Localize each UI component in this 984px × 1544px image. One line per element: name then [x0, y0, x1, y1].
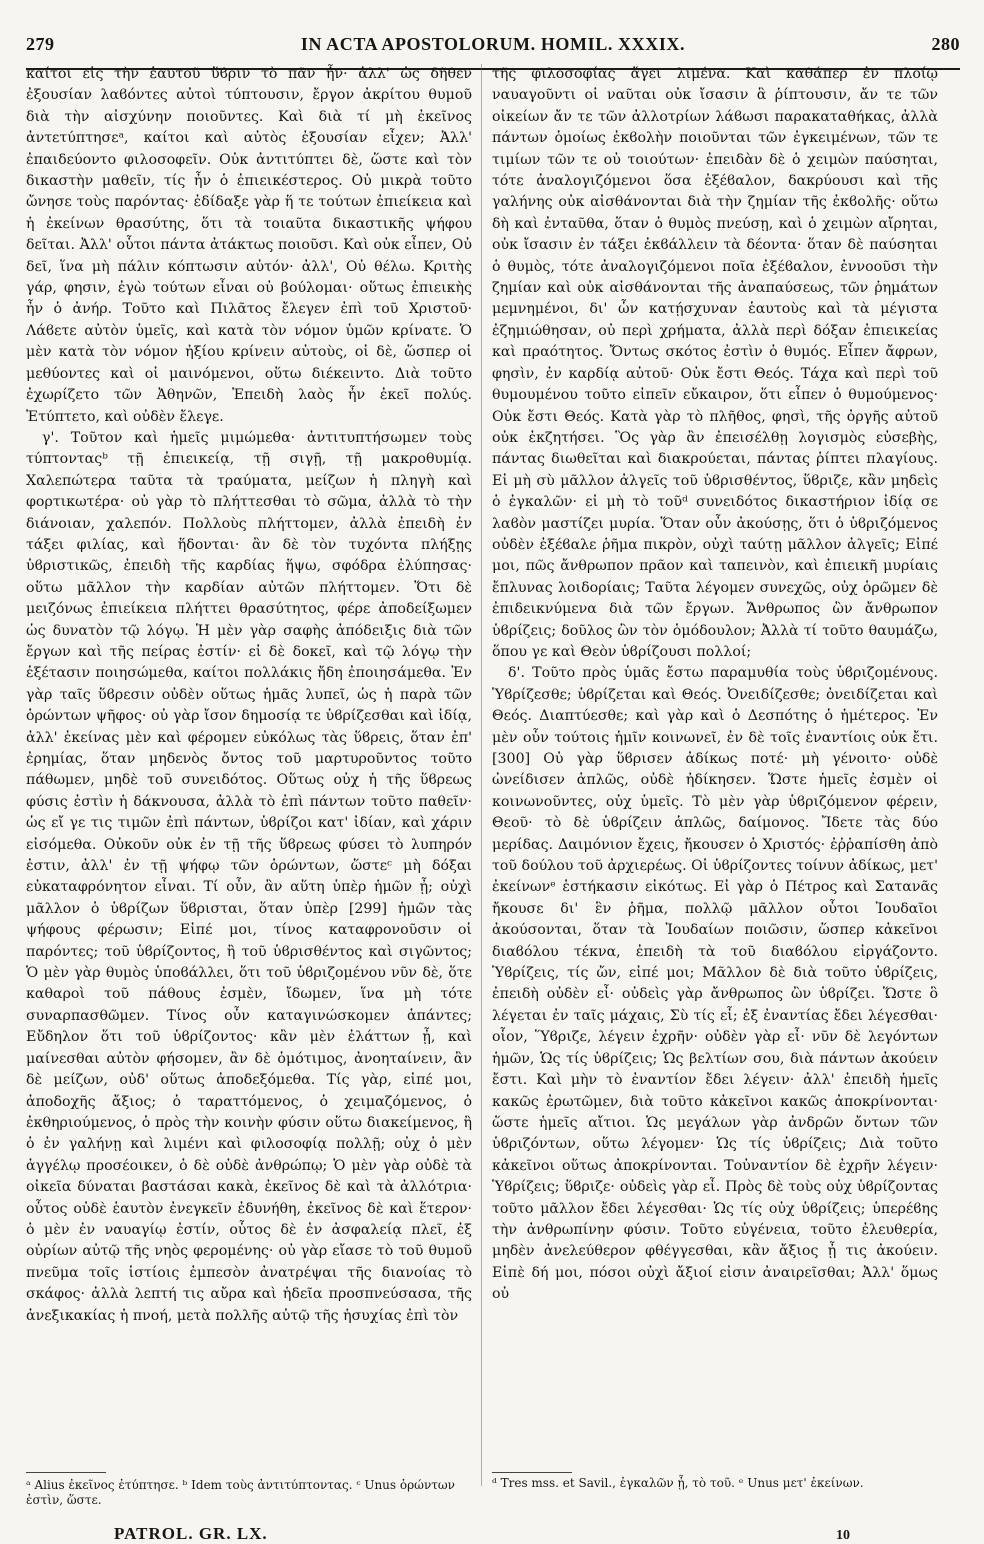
running-header	[26, 34, 960, 60]
left-paragraph-1: καίτοι εἰς τὴν ἑαυτοῦ ὕϐριν τὸ πᾶν ἦν· ἀλλ' ὡς δῆθεν ἐξουσίαν λαϐόντες αὐτοὶ τύπτουσιν, ἔργον ἀκρίτου θυμοῦ διὰ τὴν αἰσχύνην ποιοῦντες. Καὶ διὰ τί μὴ ἐκεῖνος ἀντετύπτησεᵃ, καίτοι καὶ αὐτὸς ἐξουσίαν εἶχεν; Ἀλλ' ἐπαιδεύοντο φιλοσοφεῖν. Οὐκ ἀντιτύπτει δὲ, ὥστε καὶ τὸν δικαστὴν μαθεῖν, τίς ἦν ὁ ἐπιεικέστερος. Οὐ μικρὰ τοῦτο ὤνησε τοὺς παρόντας· ἐδίδαξε γὰρ ἥ τε τούτων ἐπιείκεια καὶ ἡ ἐκείνων θρασύτης, ὅτι τὰ τοιαῦτα δικαστικῆς ψήφου δεῖται. Ἀλλ' οὗτοι πάντα ἀτάκτως ποιοῦσι. Καὶ οὐκ εἶπεν, Οὐ δεῖ, ἵνα μὴ πάλιν κόπτωσιν αὐτόν· ἀλλ', Οὐ θέλω. Κριτὴς γάρ, φησιν, ἐγὼ τούτων εἶναι οὐ βούλομαι· οὕτως ἐπιεικὴς ἦν ὁ ἀνήρ. Τοῦτο καὶ Πιλᾶτος ἔλεγεν ἐπὶ τοῦ Χριστοῦ· Λάϐετε αὐτὸν ὑμεῖς, καὶ κατὰ τὸν νόμον ὑμῶν κρίνατε. Ὁ μὲν κατὰ τὸν νόμον ἠξίου κρίνειν αὐτοὺς, οἱ δὲ, ὥσπερ οἱ μεθύοντες καὶ οἱ μαινόμενοι, οὕτω διέκειντο. Διὰ τοῦτο ἐχωρίζετο τῶν Ἀθηνῶν, Ἐπειδὴ λαὸς ἦν ἐκεῖ πολύς. Ἐτύπτετο, καὶ οὐδὲν ἔλεγε.	[26, 66, 472, 425]
right-paragraph-2: δ'. Τοῦτο πρὸς ὑμᾶς ἔστω παραμυθία τοὺς ὑϐριζομένους. Ὑϐρίζεσθε; ὑϐρίζεται καὶ Θεός. Ὀνειδίζεσθε; ὀνειδίζεται καὶ Θεός. Διαπτύεσθε; καὶ γὰρ καὶ ὁ Δεσπότης ὁ ἡμέτερος. Ἐν μὲν οὖν τούτοις ἡμῖν κοινωνεῖ, ἐν δὲ τοῖς ἐναντίοις οὐκ ἔτι. [300] Οὐ γὰρ ὕϐρισεν ἀδίκως ποτέ· μὴ γένοιτο· οὐδὲ ὠνείδισεν ἁπλῶς, οὐδὲ ἠδίκησεν. Ὥστε ἡμεῖς ἐσμὲν οἱ κοινωνοῦντες, οὐχ ὑμεῖς. Τὸ μὲν γὰρ ὑϐριζόμενον φέρειν, Θεοῦ· τὸ δὲ ὑϐρίζειν ἁπλῶς, δαίμονος. Ἴδετε τὰς δύο μερίδας. Δαιμόνιον ἔχεις, ἤκουσεν ὁ Χριστός· ἐῤῥαπίσθη ἀπὸ τοῦ δούλου τοῦ ἀρχιερέως. Οἱ ὑϐρίζοντες τοίνυν ἀδίκως, μετ' ἐκείνωνᵉ ἑστήκασιν εἰκότως. Εἰ γὰρ ὁ Πέτρος καὶ Σατανᾶς ἤκουσε δι' ἓν ῥῆμα, πολλῷ μᾶλλον οὗτοι Ἰουδαῖοι ἀκούσονται, ὅταν τὰ Ἰουδαίων ποιῶσιν, ὥσπερ κἀκεῖνοι διαϐόλου τέκνα, ἐπειδὴ τὰ τοῦ διαϐόλου εἰργάζοντο. Ὑϐρίζεις, τίς ὤν, εἰπέ μοι; Μᾶλλον δὲ διὰ τοῦτο ὑϐρίζεις, ἐπειδὴ οὐδὲν εἶ· οὐδεὶς γὰρ ἄνθρωπος ὢν ὑϐρίζει. Ὥστε ὃ λέγεται ἐν ταῖς μάχαις, Σὺ τίς εἶ; ἐξ ἐναντίας ἔδει λέγεσθαι· οἷον, Ὕϐριζε, λέγειν ἐχρῆν· οὐδὲν γὰρ εἶ· νῦν δὲ λεγόντων ἡμῶν, Ὡς τίς ὑϐρίζεις; Ὡς βελτίων σου, διὰ πάντων ἀκούειν ἔστι. Καὶ μὴν τὸ ἐναντίον ἔδει λέγειν· ἀλλ' ἐπειδὴ ἡμεῖς κακῶς ἐρωτῶμεν, διὰ τοῦτο κἀκεῖνοι κακῶς ἀποκρίνονται· ὥστε ἡμεῖς αἴτιοι. Ὡς μεγάλων γὰρ ἀνδρῶν ὄντων τῶν ὑϐριζόντων, οὕτω λέγομεν· Ὡς τίς ὑϐρίζεις; Διὰ τοῦτο κἀκεῖνοι οὕτως ἀποκρίνονται. Τοὐναντίον δὲ ἐχρῆν λέγειν· Ὑϐρίζεις; ὕϐριζε· οὐδεὶς γὰρ εἶ. Πρὸς δὲ τοὺς οὐχ ὑϐρίζοντας τοῦτο μᾶλλον ἔδει λέγεσθαι· Ὡς τίς οὐχ ὑϐρίζεις; ὑπερέϐης τὴν ἀνθρωπίνην φύσιν. Τοῦτο εὐγένεια, τοῦτο ἐλευθερία, μηδὲν ἀνελεύθερον φθέγγεσθαι, κἂν ἄξιος ᾖ τις ἀκούειν. Εἰπὲ δή μοι, πόσοι οὐχὶ ἄξιοί εἰσιν ἀναιρεῖσθαι; Ἀλλ' ὅμως οὐ	[492, 665, 938, 1303]
signature-number: 10	[836, 1528, 850, 1543]
footnotes-left: ᵃ Alius ἐκεῖνος ἐτύπτησε. ᵇ Idem τοὺς ἀντιτύπτοντας. ᶜ Unus ὁρώντων ἐστὶν, ὥστε.	[26, 1478, 455, 1507]
running-title: IN ACTA APOSTOLORUM. HOMIL. XXXIX.	[300, 34, 686, 54]
page-number-right: 280	[931, 34, 960, 54]
page-number-left: 279	[26, 34, 55, 54]
column-separator	[481, 64, 482, 1486]
signature-mark: PATROL. GR. LX.	[114, 1524, 268, 1543]
footnote-rule-left	[26, 1472, 106, 1473]
footnote-rule-right	[492, 1472, 572, 1473]
right-column	[492, 64, 938, 1306]
left-column	[26, 64, 472, 1327]
right-paragraph-1: τῆς φιλοσοφίας ἄγει λιμένα. Καὶ καθάπερ ἐν πλοίῳ ναυαγοῦντι οἱ ναῦται οὐκ ἴσασιν ἃ ῥίπτουσιν, ἄν τε τῶν οἰκείων ἄν τε τῶν ἀλλοτρίων λάϐωσι παρακαταθήκας, ἀλλὰ πάντων ὁμοίως ἐκϐολὴν ποιοῦνται τῶν ἐγκειμένων, τῶν τε τιμίων τῶν τε οὐ τοιούτων· ἐπειδὰν δὲ ὁ χειμὼν παύσηται, τότε ἀναλογιζόμενοι ὅσα ἐξέϐαλον, δακρύουσι καὶ τῆς γαλήνης οὐκ αἰσθάνονται διὰ τὴν ζημίαν τῆς ἐκϐολῆς· οὕτω δὴ καὶ ἐνταῦθα, ὅταν ὁ θυμὸς πνεύσῃ, καὶ ὁ χειμὼν αἴρηται, οὐκ ἴσασιν ἐν τάξει ἐκϐάλλειν τὰ δέοντα· ὅταν δὲ παύσηται ὁ θυμὸς, τότε ἀναλογιζόμενοι ποῖα ἐξέϐαλον, ἐννοοῦσι τὴν ζημίαν καὶ οὐκ αἰσθάνονται τῆς ἀναπαύσεως, τῶν ῥημάτων μεμνημένοι, δι' ὧν κατῄσχυναν ἑαυτοὺς καὶ τὰ μέγιστα ἐζημιώθησαν, οὐ περὶ χρήματα, ἀλλὰ περὶ δόξαν ἐπιεικείας καὶ πραότητος. Ὄντως σκότος ἐστὶν ὁ θυμός. Εἶπεν ἄφρων, φησὶν, ἐν καρδίᾳ αὐτοῦ· Οὐκ ἔστι Θεός. Τάχα καὶ περὶ τοῦ θυμουμένου τοῦτο εἰπεῖν εὔκαιρον, ὅτι εἶπεν ὁ θυμούμενος· Οὐκ ἔστι Θεός. Κατὰ γὰρ τὸ πλῆθος, φησὶ, τῆς ὀργῆς αὐτοῦ οὐκ ἐκζητήσει. Ὃς γὰρ ἂν ἐπεισέλθῃ λογισμὸς εὐσεβὴς, πάντας διωθεῖται καὶ διακρούεται, πάντας ῥίπτει πλαγίους. Εἰ μὴ σὺ μᾶλλον ἀλγεῖς τοῦ ὑϐρισθέντος, ὕϐριζε, κἂν μηδεὶς ὁ ἐγκαλῶν· εἰ μὴ τὸ τοῦᵈ συνειδότος δικαστήριον ἰδίᾳ σε λαϐὸν μαστίζει μυρία. Ὅταν οὖν ἀκούσῃς, ὅτι ὁ ὑϐριζόμενος οὐδὲν ἐξέϐαλε ῥῆμα πικρὸν, οὐχὶ ταύτῃ μᾶλλον ἀλγεῖς; Εἰπέ μοι, πῶς ἄνθρωπον πρᾶον καὶ ταπεινὸν, καὶ ἐπιεικῆ μυρίαις ἔπλυνας λοιδορίαις; Ταῦτα λέγομεν συνεχῶς, οὐχ ὁρῶμεν δὲ ἐπιδεικνύμενα διὰ τῶν ἔργων. Ἄνθρωπος ὢν ἄνθρωπον ὑϐρίζεις; δοῦλος ὢν τὸν ὁμόδουλον; Ἀλλὰ τί τοῦτο θαυμάζω, ὅπου γε καὶ Θεὸν ὑϐρίζουσι πολλοί;	[492, 66, 938, 660]
document-page	[26, 22, 960, 1543]
left-paragraph-2: γ'. Τοῦτον καὶ ἡμεῖς μιμώμεθα· ἀντιτυπτήσωμεν τοὺς τύπτονταςᵇ τῇ ἐπιεικείᾳ, τῇ σιγῇ, τῇ μακροθυμίᾳ. Χαλεπώτερα ταῦτα τὰ τραύματα, μείζων ἡ πληγὴ καὶ φορτικωτέρα· οὐ γὰρ τὸ πλήττεσθαι τὸ σῶμα, ἀλλὰ τὸ τὴν διάνοιαν, χαλεπόν. Πολλοὺς πλήττομεν, ἀλλὰ ἐπειδὴ ἐν τάξει φιλίας, καὶ ἥδονται· ἂν δὲ τὸν τυχόντα πλήξῃς ὑϐριστικῶς, ἐπειδὴ τῆς καρδίας ἥψω, σφόδρα ἐλύπησας· οὕτω μᾶλλον τὴν καρδίαν αὐτῶν πλήττομεν. Ὅτι δὲ μειζόνως ἐπιείκεια πλήττει θρασύτητος, φέρε ἀποδείξωμεν ὡς δυνατὸν τῷ λόγῳ. Ἡ μὲν γὰρ σαφὴς ἀπόδειξις διὰ τῶν ἔργων καὶ τῆς πείρας ἐστίν· εἰ δὲ δοκεῖ, καὶ τῷ λόγῳ τὴν ἐξέτασιν ποιησώμεθα, καίτοι πολλάκις ἤδη ἐποιησάμεθα. Ἐν γὰρ ταῖς ὕϐρεσιν οὐδὲν οὕτως ἡμᾶς λυπεῖ, ὡς ἡ παρὰ τῶν ὁρώντων ψῆφος· οὐ γὰρ ἴσον δημοσίᾳ τε ὑϐρίζεσθαι καὶ ἰδίᾳ, ἀλλ' ἐκείνας μὲν καὶ φέρομεν εὐκόλως τὰς ὕϐρεις, ὅταν ἐπ' ἐρημίας, ὅταν μηδενὸς ὄντος τοῦ μαρτυροῦντος τοῦτο πάθωμεν, μηδὲ τοῦ συνειδότος. Οὕτως οὐχ ἡ τῆς ὕϐρεως φύσις ἐστὶν ἡ δάκνουσα, ἀλλὰ τὸ ἐπὶ πάντων τοῦτο παθεῖν· ὡς εἴ γε τις τιμῶν ἐπὶ πάντων, ὑϐρίζοι κατ' ἰδίαν, καὶ χάριν εἰσόμεθα. Οὐκοῦν οὐκ ἐν τῇ τῆς ὕϐρεως φύσει τὸ λυπηρόν ἐστιν, ἀλλ' ἐν τῇ ψήφῳ τῶν ὁρώντων, ὥστεᶜ μὴ δόξαι εὐκαταφρόνητον εἶναι. Τί οὖν, ἂν αὕτη ὑπὲρ ἡμῶν ᾖ; οὐχὶ μᾶλλον ὁ ὑϐρίζων ὕϐρισται, ὅταν ὑπὲρ [299] ἡμῶν τὰς ψήφους φέρωσιν; Εἰπέ μοι, τίνος καταφρονοῦσιν οἱ παρόντες; τοῦ ὑϐρίζοντος, ἢ τοῦ ὑϐρισθέντος καὶ σιγῶντος; Ὁ μὲν γὰρ θυμὸς ὑποϐάλλει, ὅτι τοῦ ὑϐριζομένου νῦν δὲ, ὅτε καθαροὶ τοῦ πάθους ἐσμὲν, ἴδωμεν, ἵνα μὴ τότε συναρπασθῶμεν. Τίνος οὖν καταγινώσκομεν ἁπάντες; Εὔδηλον ὅτι τοῦ ὑϐρίζοντος· κἂν μὲν ἐλάττων ᾖ, καὶ μαίνεσθαι αὐτὸν φήσομεν, ἂν δὲ ὁμότιμος, ἀνοηταίνειν, ἂν δὲ μείζων, οὐδ' οὕτως ἀποδεξόμεθα. Τίς γὰρ, εἰπέ μοι, ἀποδοχῆς ἄξιος; ὁ ταραττόμενος, ὁ χειμαζόμενος, ὁ ἐκθηριούμενος, ὁ πρὸς τὴν κοινὴν φύσιν οὕτω διακείμενος, ἢ ὁ ἐν γαλήνῃ καὶ λιμένι καὶ φιλοσοφίᾳ πολλῇ; οὐχ ὁ μὲν ἀγγέλῳ προσέοικεν, ὁ δὲ οὐδὲ ἀνθρώπῳ; Ὁ μὲν γὰρ οὐδὲ τὰ οἰκεῖα δύναται βαστάσαι κακὰ, ἐκεῖνος δὲ καὶ τὰ ἀλλότρια· οὗτος οὐδὲ ἑαυτὸν ἐνεγκεῖν ἐδυνήθη, ἐκεῖνος δὲ καὶ ἕτερον· ὁ μὲν ἐν ναυαγίῳ ἐστίν, οὗτος δὲ ἐν ἀσφαλείᾳ πλεῖ, ἐξ οὐρίων αὐτῷ τῆς νηὸς φερομένης· οὐ γὰρ εἴασε τὸ τοῦ θυμοῦ πνεῦμα τοῖς ἱστίοις ἐμπεσὸν ἀνατρέψαι τῆς διανοίας τὸ σκάφος· ἀλλὰ λεπτή τις αὔρα καὶ ἡδεῖα προσπνεύσασα, τῆς ἀνεξικακίας ἡ πνοή, μετὰ πολλῆς αὐτῷ τῆς ἡσυχίας ἐπὶ τὸν	[26, 429, 472, 1324]
footnotes-right: ᵈ Tres mss. et Savil., ἐγκαλῶν ᾖ, τὸ τοῦ. ᵉ Unus μετ' ἐκείνων.	[492, 1476, 864, 1490]
